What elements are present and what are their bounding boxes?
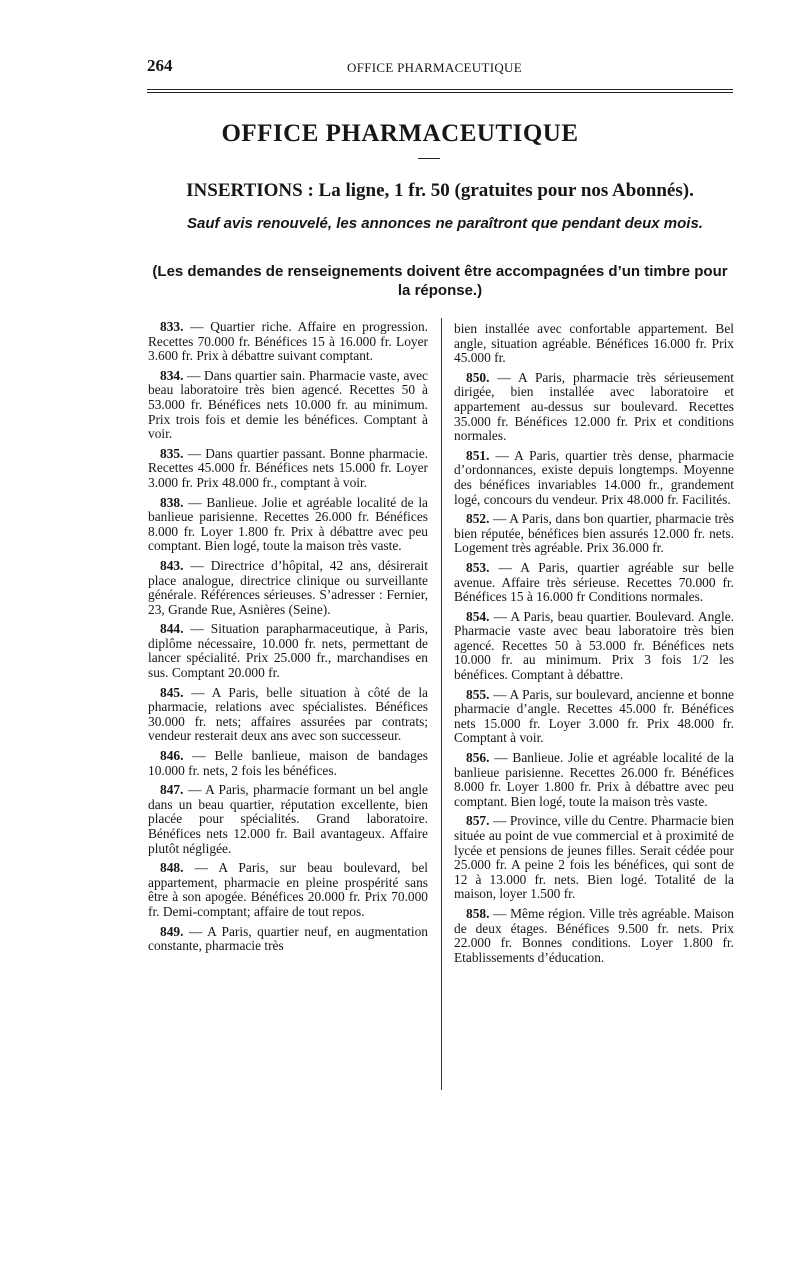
title-ornament-rule	[418, 158, 440, 159]
ad-number: 845.	[160, 684, 184, 700]
ad-number: 833.	[160, 319, 184, 334]
classified-ad	[454, 814, 734, 902]
ad-text: bien installée avec confortable appartement. Bel angle, situation agréable. Bénéfices 16.000 fr. Prix 45.000 fr.	[454, 321, 734, 366]
classified-ad	[148, 447, 428, 491]
classified-ad	[454, 371, 734, 444]
ad-number: 844.	[160, 621, 184, 637]
classified-ad	[148, 686, 428, 744]
ad-text: — A Paris, quartier agréable sur belle avenue. Affaire très sérieuse. Recettes 70.000 fr. Bénéfices 15 à 16.000 fr Conditions normales.	[454, 559, 734, 605]
left-column	[148, 320, 428, 959]
classified-ad	[454, 688, 734, 746]
classified-ad	[454, 322, 734, 366]
right-column	[454, 322, 734, 970]
ad-number: 843.	[160, 557, 184, 573]
ad-number: 834.	[160, 367, 184, 383]
ad-text: — A Paris, sur boulevard, ancienne et bonne pharmacie d’angle. Recettes 45.000 fr. Bénéfices nets 15.000 fr. Loyer 3.000 fr. Prix 48.000 fr. Comptant à voir.	[454, 686, 734, 746]
ad-number: 856.	[466, 750, 490, 766]
ad-number: 855.	[466, 686, 490, 702]
ad-text: — Dans quartier passant. Bonne pharmacie. Recettes 45.000 fr. Bénéfices nets 15.000 fr. Loyer 3.000 fr. Prix 48.000 fr., comptant à voir.	[148, 445, 428, 490]
ad-text: — A Paris, quartier très dense, pharmacie d’ordonnances, existe depuis longtemps. Moyenne des bénéfices invariables 14.000 fr., grandement logé, concours du vendeur. Prix 48.000 fr. Facilités.	[454, 447, 734, 507]
classified-ad	[148, 783, 428, 856]
ad-number: 835.	[160, 445, 184, 461]
ad-text: — Dans quartier sain. Pharmacie vaste, avec beau laboratoire très bien agencé. Recettes 50 à 53.000 fr. Bénéfices nets 10.000 fr. au minimum. Prix trois fois et demie les bénéfices. Comptant à voir.	[148, 367, 428, 442]
request-text: (Les demandes de renseignements doivent être accompagnées d’un timbre pour la réponse.)	[152, 263, 728, 299]
classified-ad	[148, 925, 428, 954]
classified-ad	[454, 907, 734, 965]
ad-number: 850.	[466, 369, 490, 385]
ad-number: 848.	[160, 860, 184, 876]
ad-text: — A Paris, sur beau boulevard, bel appartement, pharmacie en pleine prospérité sans être à son apogée. Bénéfices 20.000 fr. Prix 70.000 fr. Demi-comptant; affaire de tout repos.	[148, 860, 428, 919]
ad-text: — Banlieue. Jolie et agréable localité de la banlieue parisienne. Recettes 26.000 fr. Bénéfices 8.000 fr. Loyer 1.800 fr. Prix à débattre avec peu comptant. Bien logé, toute la maison très vaste.	[148, 494, 428, 554]
classified-ad	[148, 749, 428, 778]
classified-ad	[148, 320, 428, 364]
ad-text: — A Paris, pharmacie formant un bel angle dans un beau quartier, réputation excellente, bien placée pour spécialités. Grand laboratoire. Bénéfices nets 12.000 fr. Bail avantageux. Affaire plutôt négligée.	[148, 782, 428, 856]
ad-number: 838.	[160, 494, 184, 510]
ad-text: — A Paris, beau quartier. Boulevard. Angle. Pharmacie vaste avec beau laboratoire très bien agencé. Recettes 50 à 53.000 fr. Bénéfices nets 10.000 fr. au minimum. Prix 3 fois 1/2 les bénéfices. Comptant à débattre.	[454, 608, 734, 683]
running-title: OFFICE PHARMACEUTIQUE	[347, 60, 522, 75]
ad-text: — Situation parapharmaceutique, à Paris, diplôme nécessaire, 10.000 fr. nets, permettant de lancer spécialité. Prix 25.000 fr., marchandises en sus. Comptant 20.000 fr.	[148, 621, 428, 681]
ad-text: — Banlieue. Jolie et agréable localité de la banlieue parisienne. Recettes 26.000 fr. Bénéfices 8.000 fr. Loyer 1.800 fr. Prix à débattre avec peu comptant. Bien logé, toute la maison très vaste.	[454, 750, 734, 809]
classified-ad	[148, 861, 428, 919]
classified-ad	[148, 559, 428, 617]
classified-ad	[454, 512, 734, 556]
classified-ad	[454, 449, 734, 507]
header-rule-top	[147, 89, 733, 90]
classified-ad	[454, 751, 734, 809]
ad-text: — A Paris, pharmacie très sérieusement dirigée, bien installée avec laboratoire et appartement au-dessus sur boulevard. Recettes 35.000 fr. Bénéfices 12.000 fr. Prix et conditions normales.	[454, 369, 734, 444]
ad-text: — Province, ville du Centre. Pharmacie bien située au point de vue commercial et à proximité de lycée et pensions de jeunes filles. Serait cédée pour 25.000 fr. A peine 2 fois les bénéfices, qui sont de 12 à 13.000 fr. nets. Bien logé. Totalité de la maison, loyer 1.500 fr.	[454, 813, 734, 902]
ad-text: — Belle banlieue, maison de bandages 10.000 fr. nets, 2 fois les bénéfices.	[148, 748, 428, 778]
ad-text: — Même région. Ville très agréable. Maison de deux étages. Bénéfices 9.500 fr. nets. Prix 22.000 fr. Bonnes conditions. Loyer 1.800 fr. Etablissements d’éducation.	[454, 905, 734, 965]
classified-ad	[148, 496, 428, 554]
ad-number: 849.	[160, 923, 184, 939]
section-title: OFFICE PHARMACEUTIQUE	[221, 120, 579, 147]
classified-ad	[454, 610, 734, 683]
insertion-rates: INSERTIONS : La ligne, 1 fr. 50 (gratuites pour nos Abonnés).	[186, 180, 694, 201]
ad-number: 854.	[466, 608, 490, 624]
ad-text: — Directrice d’hôpital, 42 ans, désirerait place analogue, directrice clinique ou surveillante générale. Références sérieuses. S’adresser : Fernier, 23, Grande Rue, Asnières (Seine).	[148, 557, 429, 617]
ad-number: 858.	[466, 905, 490, 921]
ad-text: — A Paris, quartier neuf, en augmentation constante, pharmacie très	[148, 923, 428, 954]
classified-ad	[454, 561, 734, 605]
ad-text: — A Paris, belle situation à côté de la pharmacie, relations avec spécialistes. Bénéfices 30.000 fr. nets; affaires assurées par contrats; vendeur resterait deux ans avec son successeur.	[148, 684, 428, 744]
page-number: 264	[147, 56, 173, 75]
header-rule-bottom	[147, 92, 733, 93]
ad-number: 852.	[466, 511, 490, 527]
ad-text: — A Paris, dans bon quartier, pharmacie très bien réputée, bénéfices bien assurés 12.000 fr. nets. Logement très agréable. Prix 36.000 fr.	[454, 511, 734, 556]
ad-number: 853.	[466, 559, 490, 575]
ad-number: 846.	[160, 748, 184, 764]
ad-text: — Quartier riche. Affaire en progression. Recettes 70.000 fr. Bénéfices 15 à 16.000 fr. Loyer 3.600 fr. Prix à débattre suivant comptant.	[148, 319, 428, 364]
notice-text: Sauf avis renouvelé, les annonces ne paraîtront que pendant deux mois.	[187, 215, 703, 232]
classified-ad	[148, 369, 428, 442]
ad-number: 857.	[466, 813, 490, 829]
classified-ad	[148, 622, 428, 680]
column-divider	[441, 318, 442, 1090]
ad-number: 847.	[160, 782, 184, 798]
ad-number: 851.	[466, 447, 490, 463]
